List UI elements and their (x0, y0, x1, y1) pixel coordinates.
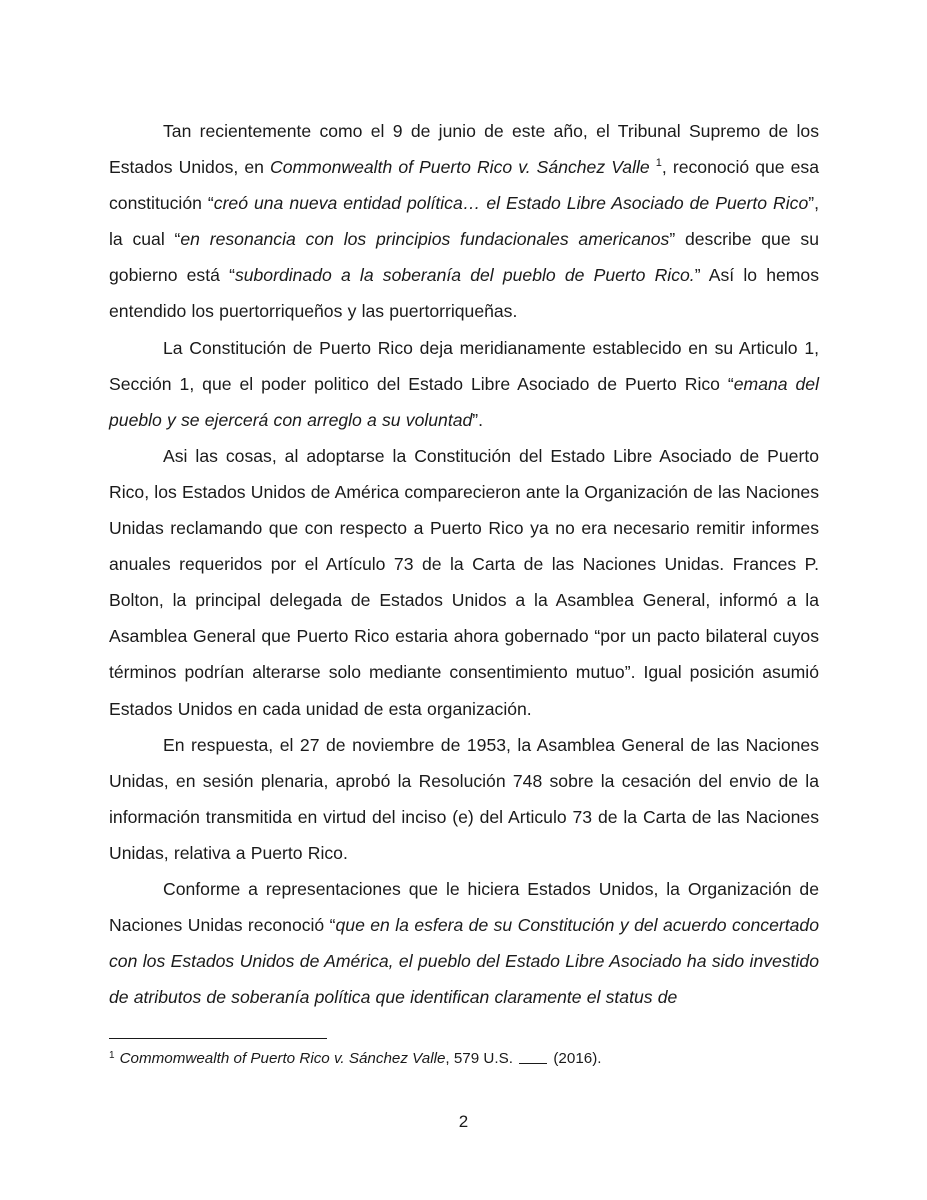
quote-italic: subordinado a la soberanía del pueblo de Puerto Rico. (234, 265, 695, 286)
text-run: En respuesta, el 27 de noviembre de 1953, la Asamblea General de las Naciones Unidas, en sesión plenaria, aprobó la Resolución 748 sobre la cesación del envio de la información transmitida en virtud del inciso (e) del Articulo 73 de la Carta de las Naciones Unidas, relativa a Puerto Rico. (109, 734, 819, 863)
text-run: Conforme a representaciones que le hiciera Estados Unidos, la Organización de Naciones Unidas reconoció “ (109, 878, 819, 936)
paragraph-2 (109, 330, 819, 438)
paragraph-5 (109, 871, 819, 1015)
text-run: La Constitución de Puerto Rico deja meridianamente establecido en su Articulo 1, Sección 1, que el poder politico del Estado Libre Asociado de Puerto Rico “ (109, 337, 819, 394)
paragraph-4 (109, 727, 819, 871)
paragraph-3 (109, 438, 819, 727)
text-run: Asi las cosas, al adoptarse la Constitución del Estado Libre Asociado de Puerto Rico, los Estados Unidos de América comparecieron ante la Organización de las Naciones Unidas reclamando que con respecto a Puerto Rico ya no era necesario remitir informes anuales requeridos por el Artículo 73 de la Carta de las Naciones Unidas. Frances P. Bolton, la principal delegada de Estados Unidos a la Asamblea General, informó a la Asamblea General que Puerto Rico estaria ahora gobernado “por un pacto bilateral cuyos términos podrían alterarse solo mediante consentimiento mutuo”. Igual posición asumió Estados Unidos en cada unidad de esta organización. (109, 445, 819, 719)
case-citation-italic: Commonwealth of Puerto Rico v. Sánchez Valle (270, 157, 650, 178)
text-run: Tan recientemente como el 9 de junio de este año, el Tribunal Supremo de los Estados Unidos, en (109, 121, 819, 178)
citation-blank (519, 1051, 547, 1064)
paragraph-1 (109, 113, 819, 330)
quote-italic: creó una nueva entidad política… el Estado Libre Asociado de Puerto Rico (213, 193, 809, 214)
body-text (109, 113, 819, 1015)
footnote-reference: 1 (655, 157, 662, 170)
quote-italic: emana del pueblo y se ejercerá con arreglo a su voluntad (109, 373, 819, 430)
text-run: ”. (472, 409, 484, 430)
footnote-citation: , 579 U.S. (445, 1050, 518, 1067)
text-run: , reconoció que esa constitución “ (109, 157, 819, 214)
footnote-separator (109, 1038, 327, 1039)
quote-italic: que en la esfera de su Constitución y del acuerdo concertado con los Estados Unidos de América, el pueblo del Estado Libre Asociado ha sido investido de atributos de soberanía política que identifican claramente el status de (109, 915, 819, 1008)
footnote (109, 1049, 819, 1069)
footnote-marker: 1 (109, 1050, 115, 1061)
footnote-year: (2016). (549, 1050, 602, 1067)
footnote-case-name: Commomwealth of Puerto Rico v. Sánchez Valle (119, 1050, 446, 1067)
text-run: ” Así lo hemos entendido los puertorriqueños y las puertorriqueñas. (109, 265, 820, 322)
page-number: 2 (458, 1112, 469, 1131)
text-run: ”, la cual “ (109, 193, 819, 250)
text-run: ” describe que su gobierno está “ (109, 229, 819, 286)
quote-italic: en resonancia con los principios fundacionales americanos (180, 229, 670, 250)
